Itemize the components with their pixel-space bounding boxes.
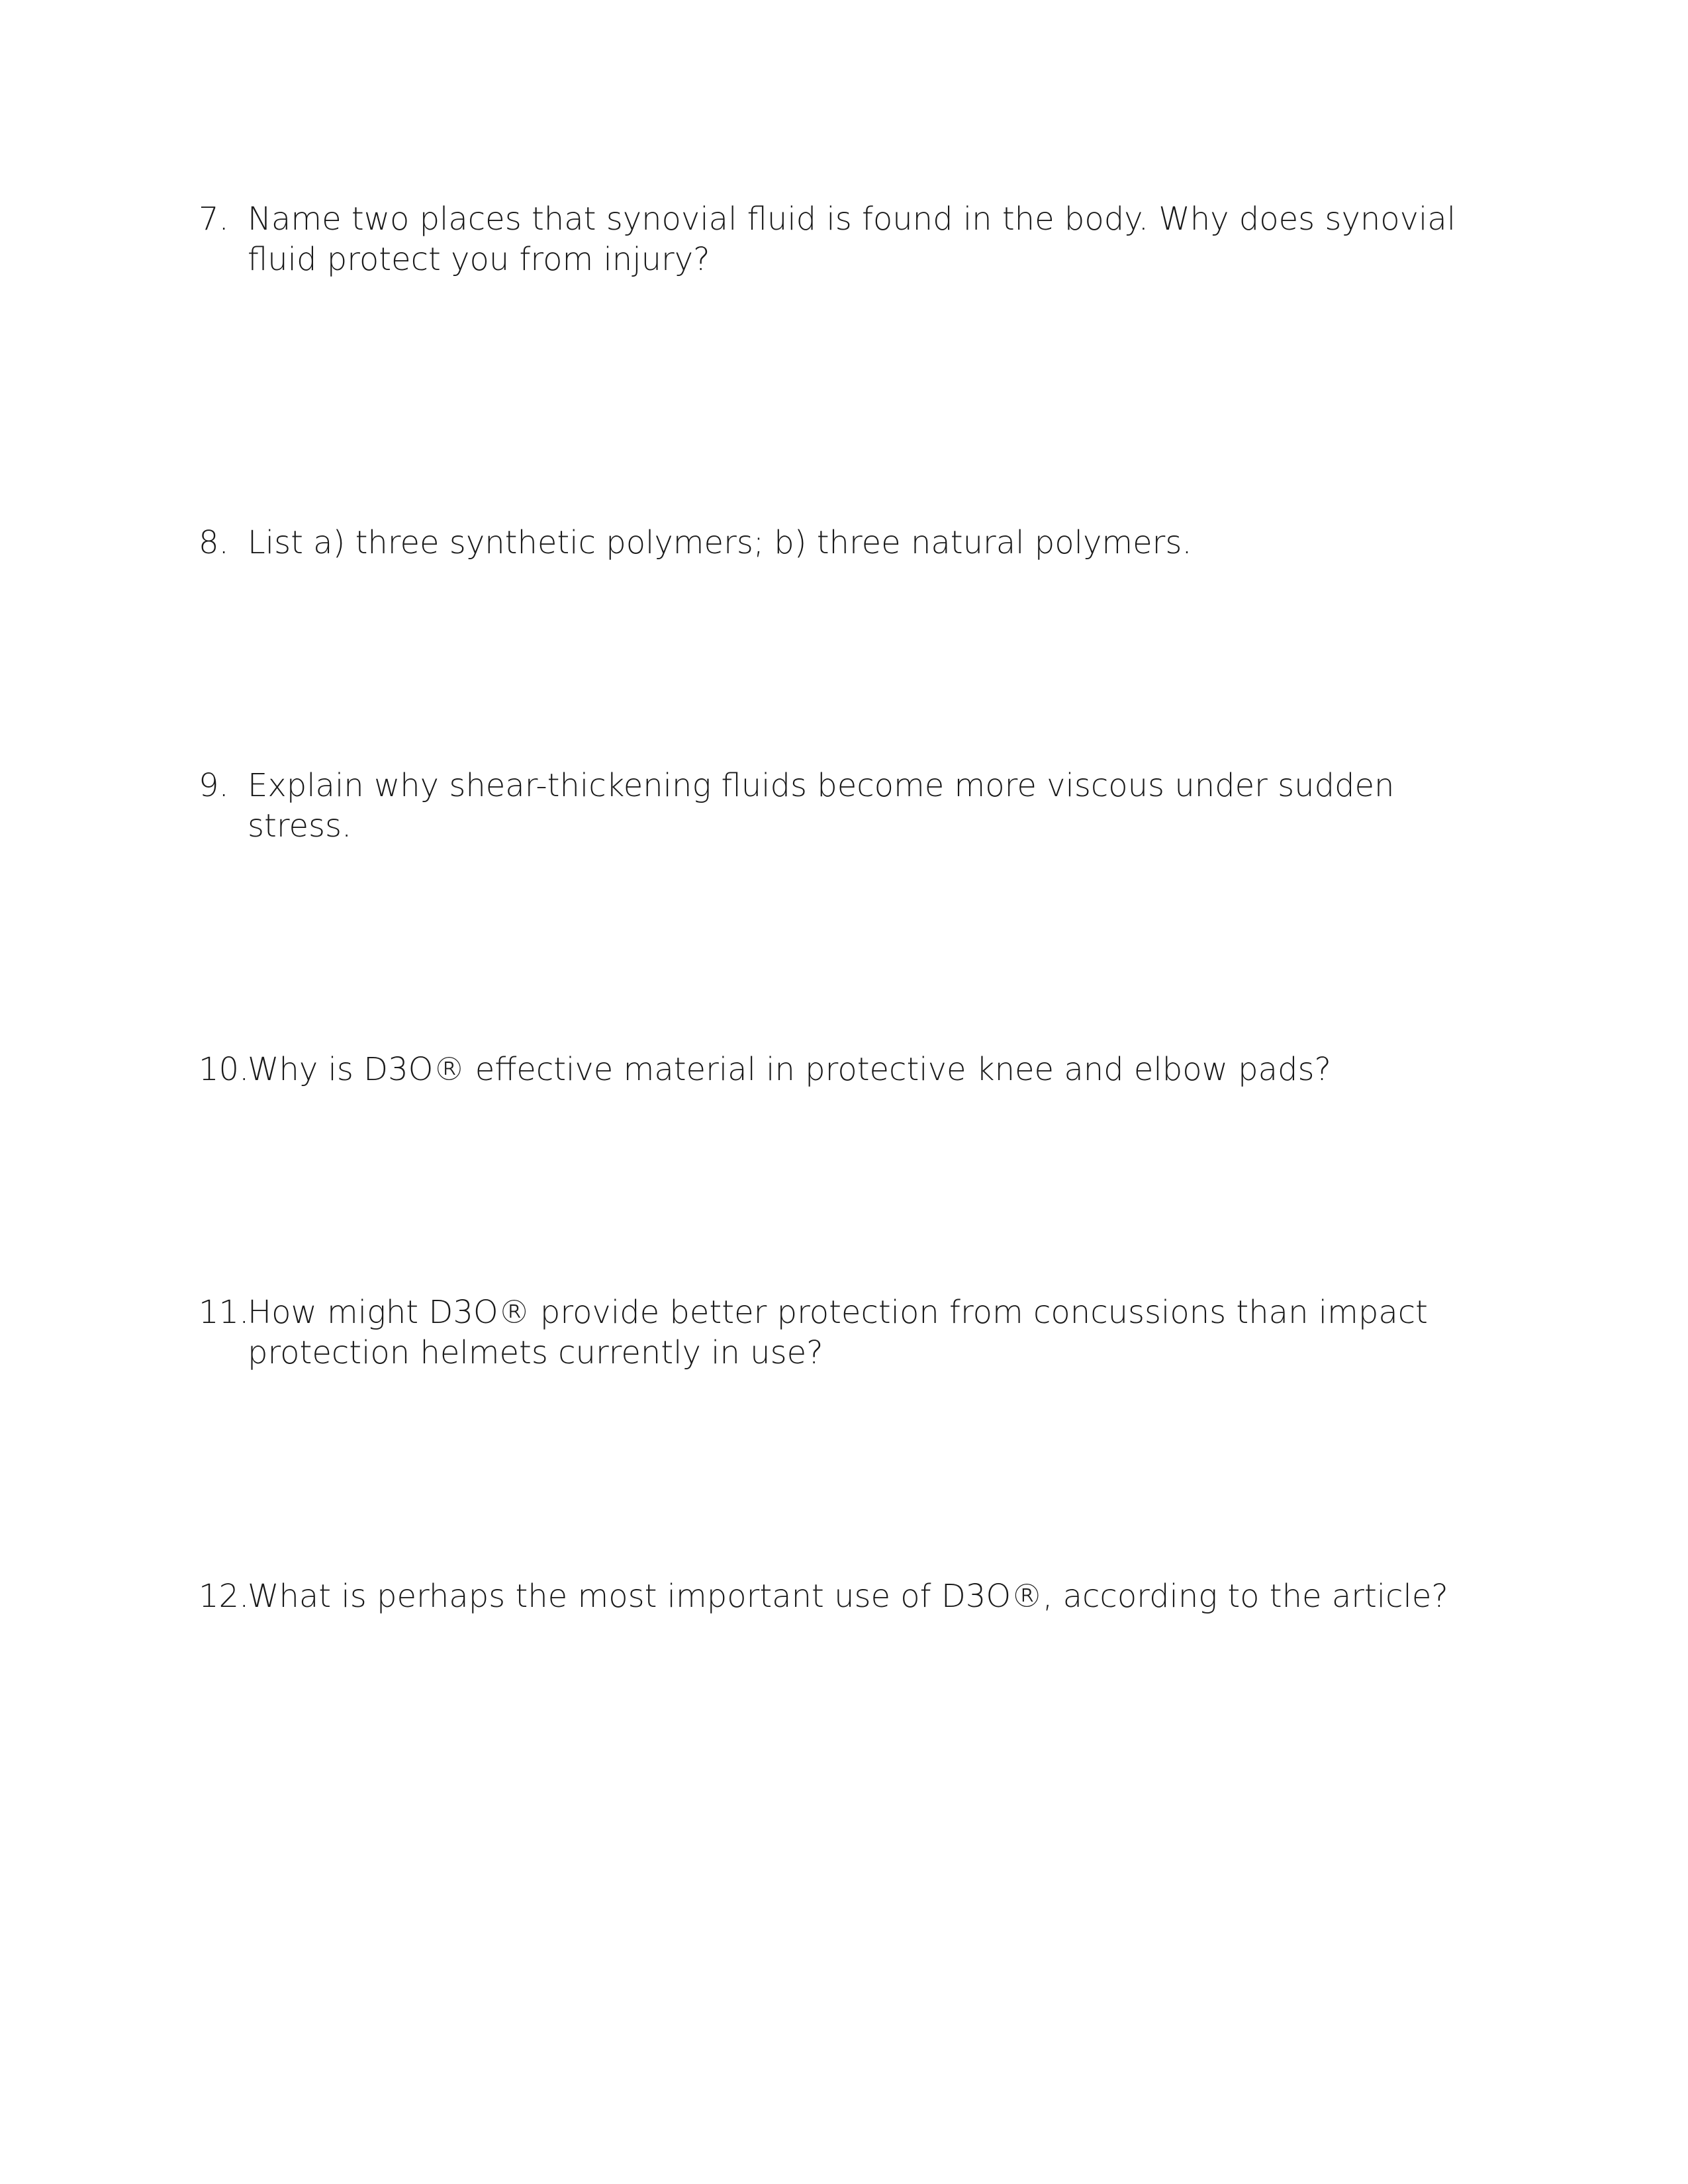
question-number: 8.	[199, 524, 229, 561]
question-number: 9.	[199, 767, 229, 804]
question-text: List a) three synthetic polymers; b) three natural polymers.	[248, 524, 1192, 561]
question-number: 7.	[199, 201, 229, 238]
question-number: 11.	[199, 1294, 250, 1331]
question-text: Name two places that synovial fluid is found in the body. Why does synovial fluid protect you from injury?	[248, 201, 1456, 278]
question-11	[199, 1293, 1496, 1373]
question-text: Why is D3O® effective material in protective knee and elbow pads?	[248, 1051, 1331, 1088]
question-12	[199, 1576, 1496, 1617]
question-9	[199, 766, 1496, 846]
question-number: 10.	[199, 1051, 250, 1088]
question-number: 12.	[199, 1578, 250, 1615]
question-text: What is perhaps the most important use of D3O®, according to the article?	[248, 1578, 1448, 1615]
question-8	[199, 523, 1496, 563]
question-text: How might D3O® provide better protection from concussions than impact protection helmets currently in use?	[248, 1294, 1428, 1371]
question-text: Explain why shear-thickening fluids become more viscous under sudden stress.	[248, 767, 1395, 844]
question-10	[199, 1050, 1496, 1090]
question-7	[199, 199, 1496, 280]
